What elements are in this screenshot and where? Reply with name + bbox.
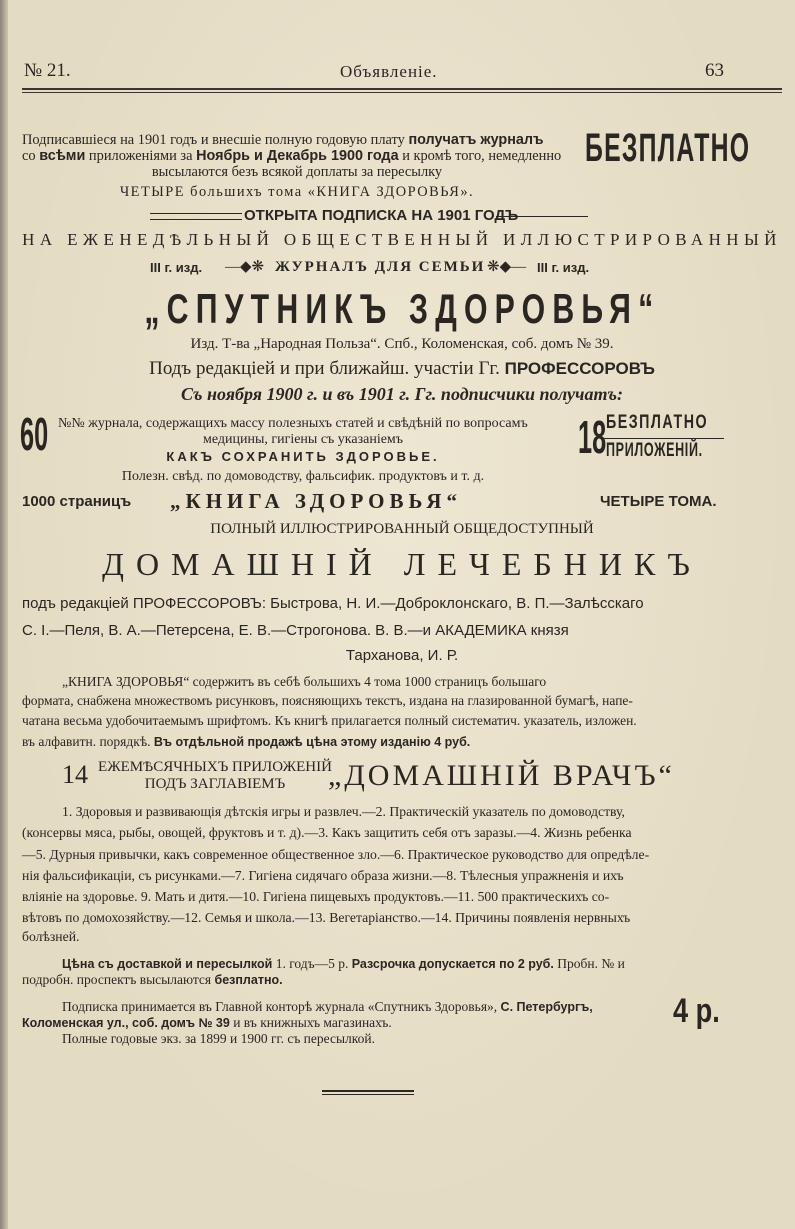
main-title-text: „СПУТНИКЪ ЗДОРОВЬЯ“ xyxy=(143,285,661,332)
doctor-subtitle: ПОЛНЫЙ ИЛЛЮСТРИРОВАННЫЙ ОБЩЕДОСТУПНЫЙ xyxy=(210,521,594,537)
editors-line: Подъ редакцiей и при ближайш. участiи Гг. ПРОФЕССОРОВЪ xyxy=(149,358,655,379)
list-line-1: 1. Здоровыя и развивающiя дѣтскiя игры и развлеч.—2. Практическiй указатель по домоводству, xyxy=(62,804,625,819)
notice-line-3: высылаются безъ всякой доплаты за пересылку xyxy=(151,164,443,180)
page-spine-edge xyxy=(0,0,8,1229)
notice-line-4: ЧЕТЫРЕ большихъ тома «КНИГА ЗДОРОВЬЯ». xyxy=(119,184,475,200)
journal-family: ЖУРНАЛЪ ДЛЯ СЕМЬИ xyxy=(275,259,486,275)
issues-line-2: медицины, гигiены съ указанiемъ xyxy=(202,432,404,447)
issues-line-4: Полезн. свѣд. по домоводству, фальсифик. продуктовъ и т. д. xyxy=(121,469,485,484)
main-title xyxy=(22,284,782,334)
bottom-rule-2 xyxy=(322,1094,414,1095)
book-desc-2: формата, снабжена множествомъ рисунковъ, поясняющихъ текстъ, издана на глазированной бумагѣ, напе- xyxy=(22,693,633,708)
bottom-rule-1 xyxy=(322,1090,414,1092)
ornament-left: —◆❋ xyxy=(225,259,265,275)
issues-line-3: КАКЪ СОХРАНИТЬ ЗДОРОВЬЕ. xyxy=(166,449,440,464)
pages-count: 1000 страницъ xyxy=(22,493,132,510)
list-line-3: —5. Дурныя привычки, какъ современное общественное зло.—6. Практическое руководство для опредѣле- xyxy=(22,847,650,862)
book-desc-4: въ алфавитн. порядкѣ. Въ отдѣльной продажѣ цѣна этому изданiю 4 руб. xyxy=(22,734,471,749)
issue-number: № 21. xyxy=(24,60,71,81)
list-line-2: (консервы мяса, рыбы, овощей, фруктовъ и т. д).—3. Какъ защитить себя отъ заразы.—4. Жизнь ребенка xyxy=(22,825,632,840)
doctor-editors-3: Тарханова, И. Р. xyxy=(345,647,459,664)
year-right: III г. изд. xyxy=(537,260,590,275)
price-line-2: подробн. проспектъ высылаются безплатно. xyxy=(22,972,283,987)
free-stamp: БЕЗПЛАТНО xyxy=(585,126,751,170)
appendices: ПРИЛОЖЕНIЙ. xyxy=(606,440,703,461)
notice-line-1: Подписавшiеся на 1901 годъ и внесшiе полную годовую плату получатъ журналъ xyxy=(22,132,544,148)
doctor-editors-2: С. I.—Пеля, В. А.—Петерсена, Е. В.—Строгонова. В. В.—и АКАДЕМИКА князя xyxy=(22,622,569,639)
num-60: 60 xyxy=(20,408,49,460)
notice-line-2: со всѣми приложенiями за Ноябрь и Декабрь 1900 года и кромѣ того, немедленно xyxy=(22,148,562,164)
footer-line-3: Полные годовые экз. за 1899 и 1900 гг. съ пересылкой. xyxy=(62,1031,375,1046)
monthly-line-2: ПОДЪ ЗАГЛАВIЕМЪ xyxy=(144,776,286,792)
book-title: „КНИГА ЗДОРОВЬЯ“ xyxy=(170,489,462,513)
footer-line-2: Коломенская ул., соб. домъ № 39 и въ книжныхъ магазинахъ. xyxy=(22,1015,392,1030)
header-rule-thin xyxy=(22,92,782,93)
num-18: 18 xyxy=(578,411,607,463)
book-desc-1: „КНИГА ЗДОРОВЬЯ“ содержитъ въ себѣ большихъ 4 тома 1000 страницъ большаго xyxy=(62,674,547,689)
weekly-line: НА ЕЖЕНЕДѢЛЬНЫЙ ОБЩЕСТВЕННЫЙ ИЛЛЮСТРИРОВАННЫЙ xyxy=(22,230,782,249)
monthly-line-1: ЕЖЕМѢСЯЧНЫХЪ ПРИЛОЖЕНIЙ xyxy=(98,759,332,775)
open-subscription: ОТКРЫТА ПОДПИСКА НА 1901 ГОДЪ xyxy=(244,207,519,224)
volumes: ЧЕТЫРЕ ТОМА. xyxy=(600,493,717,510)
free-18: БЕЗПЛАТНО xyxy=(606,412,709,433)
list-line-7: болѣзней. xyxy=(22,929,80,944)
footer-price: 4 р. xyxy=(673,992,720,1030)
price-line-1: Цѣна съ доставкой и пересылкой 1. годъ—5 р. Разсрочка допускается по 2 руб. Пробн. № и xyxy=(62,956,625,971)
section-title: Объявленiе. xyxy=(340,62,438,81)
issues-line-1: №№ журнала, содержащихъ массу полезныхъ статей и свѣдѣнiй по вопросамъ xyxy=(58,416,528,431)
list-line-4: нiя фальсификацiи, съ рисунками.—7. Гигiена сидячаго образа жизни.—8. Тѣлесныя упражненiя и ихъ xyxy=(22,868,624,883)
appendix-rule xyxy=(604,438,724,439)
list-line-6: вѣтовъ по домохозяйству.—12. Семья и школа.—13. Вегетарiанство.—14. Причины появленiя нервныхъ xyxy=(22,910,631,925)
publisher-line: Изд. Т-ва „Народная Польза“. Спб., Коломенская, соб. домъ № 39. xyxy=(190,336,614,352)
open-rule-left xyxy=(150,213,242,220)
footer-line-1: Подписка принимается въ Главной конторѣ журнала «Спутникъ Здоровья», С. Петербургъ, xyxy=(62,999,593,1014)
monthly-title: „ДОМАШНIЙ ВРАЧЪ“ xyxy=(328,759,675,792)
since-line: Съ ноября 1900 г. и въ 1901 г. Гг. подписчики получатъ: xyxy=(181,384,623,404)
page-number: 63 xyxy=(705,60,724,81)
year-left: III г. изд. xyxy=(150,260,203,275)
book-desc-3: чатана весьма удобочитаемымъ шрифтомъ. Къ книгѣ прилагается полный систематич. указатель, изложен. xyxy=(22,713,637,728)
list-line-5: влiянiе на здоровье. 9. Мать и дитя.—10. Гигiена пищевыхъ продуктовъ.—11. 500 практическихъ со- xyxy=(22,889,610,904)
doctor-title: ДОМАШНIЙ ЛЕЧЕБНИКЪ xyxy=(102,546,702,582)
monthly-number: 14 xyxy=(62,760,88,789)
doctor-editors-1: подъ редакцiей ПРОФЕССОРОВЪ: Быстрова, Н. И.—Доброклонскаго, В. П.—Залѣсскаго xyxy=(22,595,644,612)
ornament-right: ❋◆— xyxy=(487,259,527,275)
open-rule-right xyxy=(496,216,588,217)
header-rule xyxy=(22,88,782,90)
